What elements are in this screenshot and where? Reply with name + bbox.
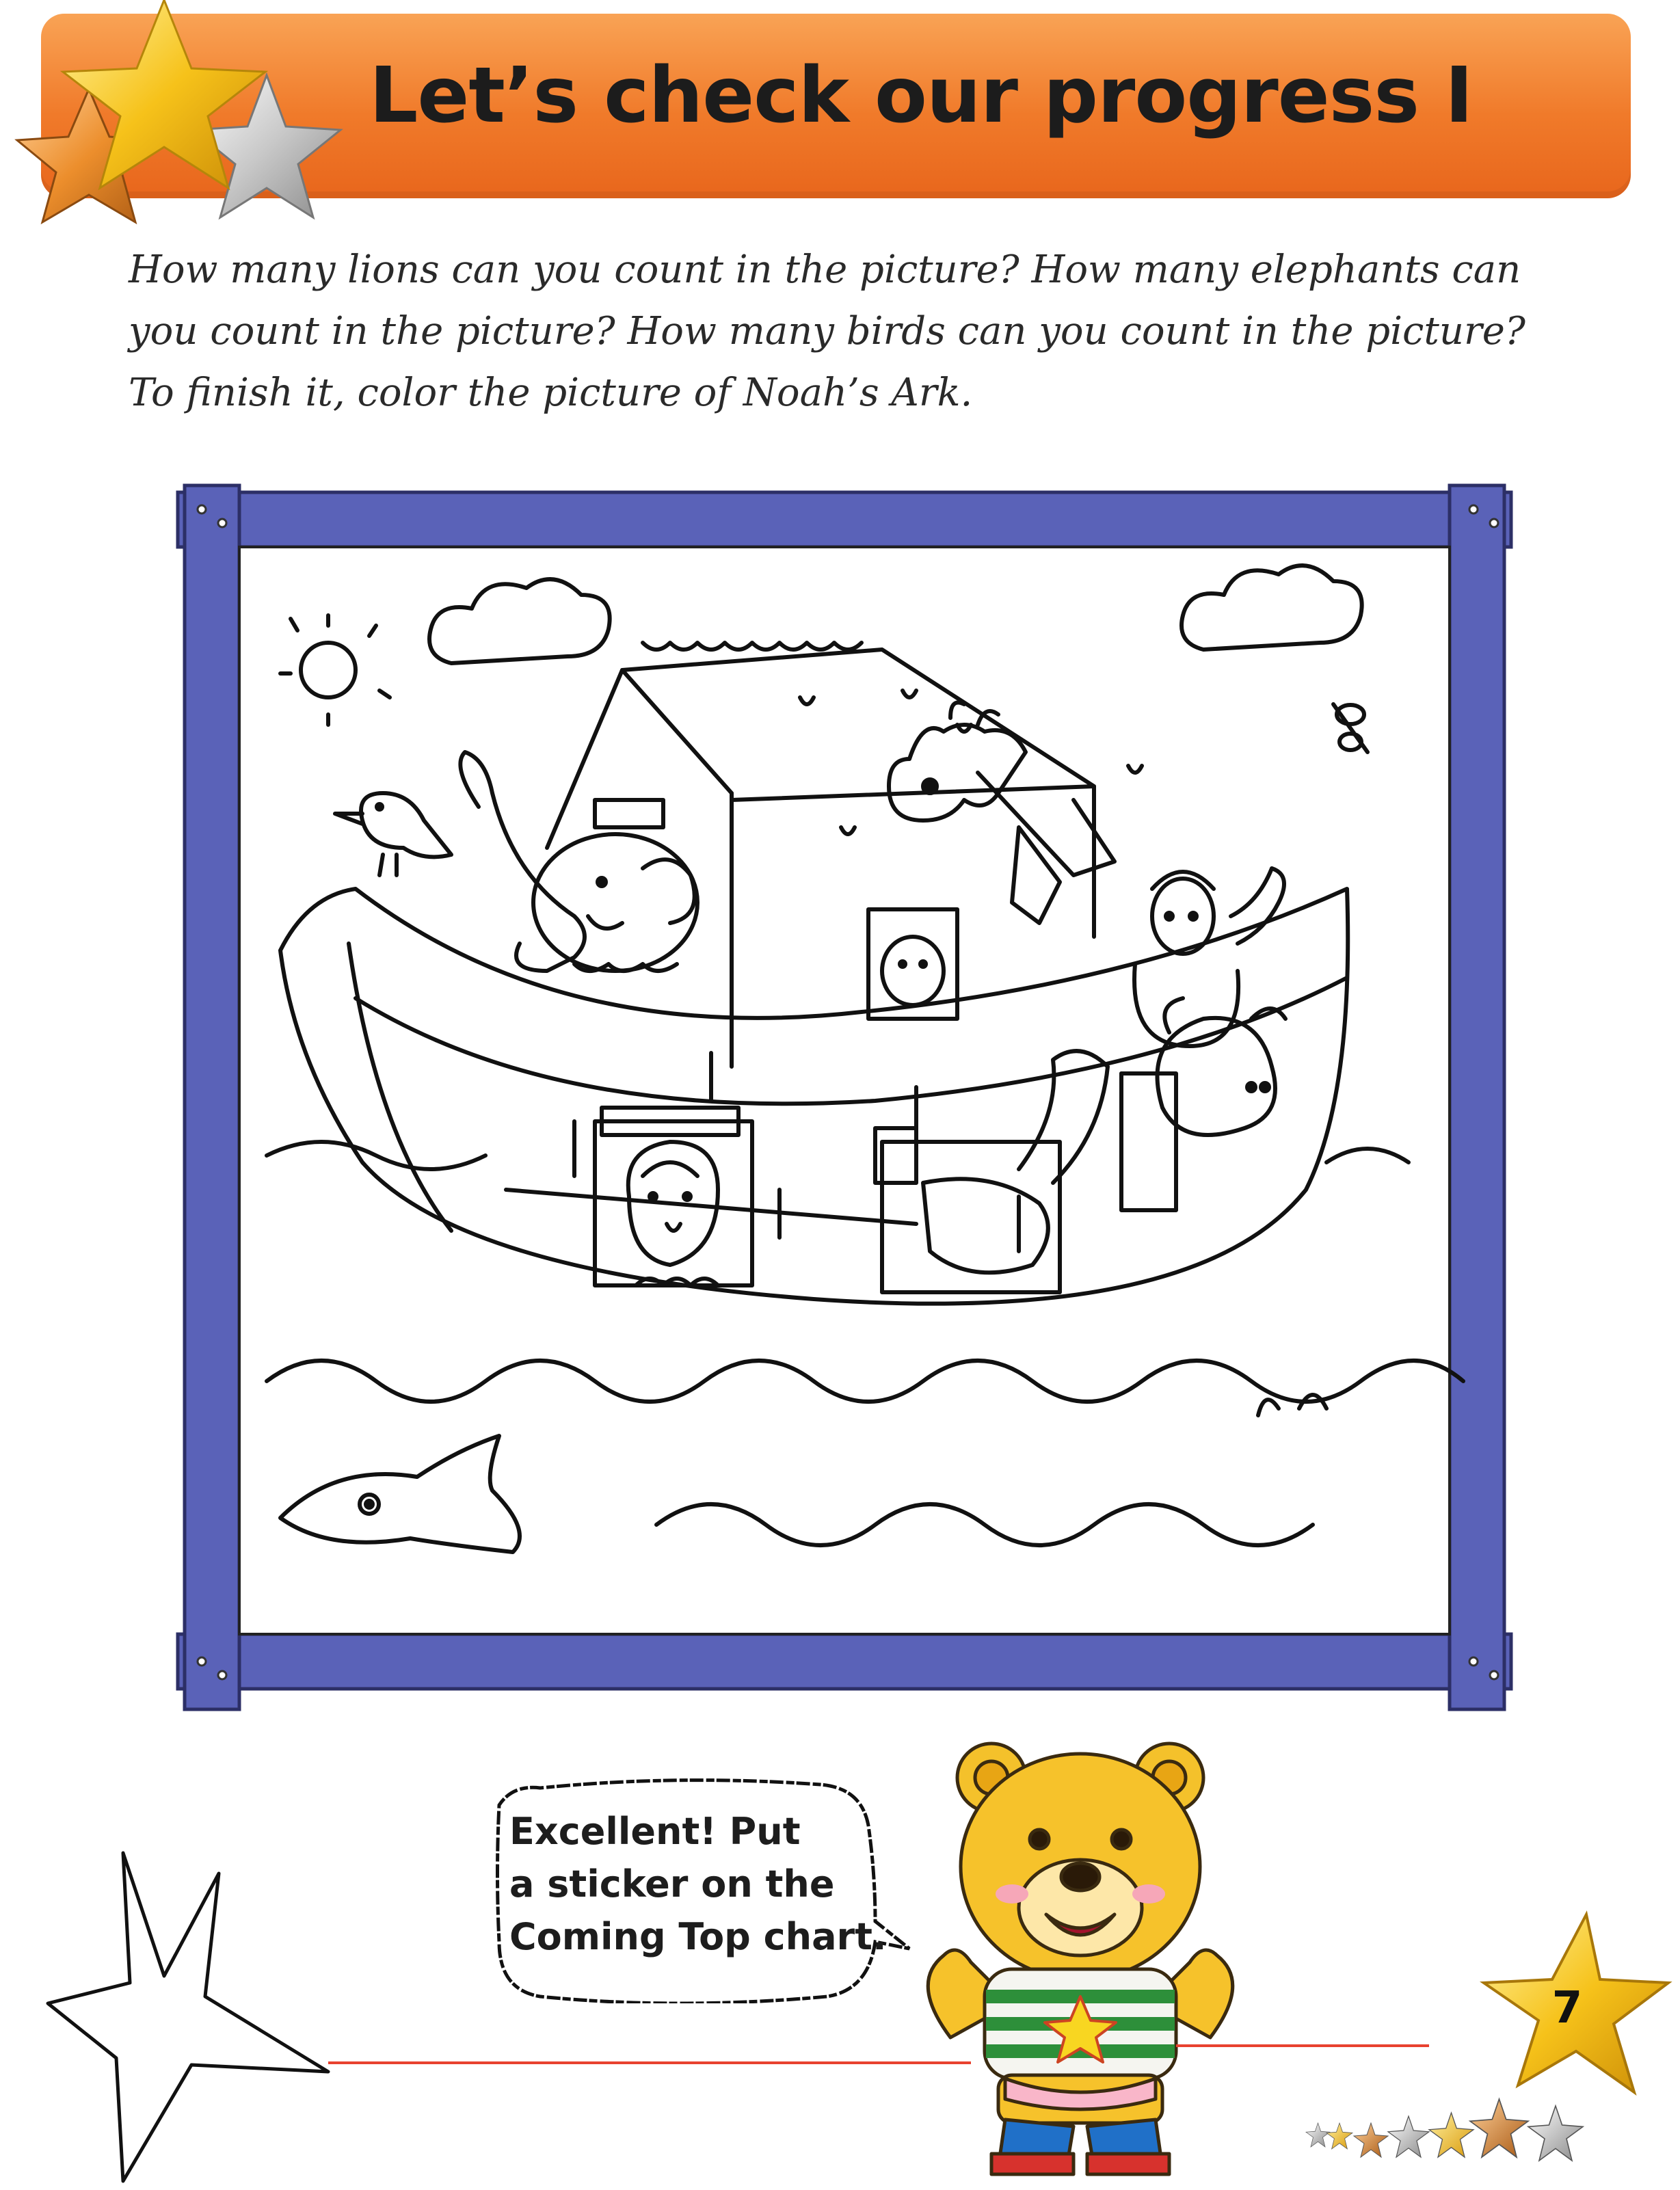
speech-bubble-text	[509, 1805, 920, 1963]
bear-mascot	[903, 1696, 1258, 2188]
bubble-line-1: Excellent! Put	[509, 1810, 801, 1853]
progress-stars-icon	[1292, 2085, 1621, 2188]
page-title: Let’s check our progress I	[369, 51, 1473, 140]
instructions-text: How many lions can you count in the picture? How many elephants can you count in the picture? How many birds can you count in the picture? To finish it, color the picture of Noah’s Ark.	[129, 248, 1525, 415]
header-stars-icon	[0, 0, 369, 232]
outline-star-icon	[14, 1846, 369, 2188]
footer-rule-left	[328, 2061, 971, 2064]
bubble-line-3: Coming Top chart.	[509, 1915, 887, 1958]
bubble-line-2: a sticker on the	[509, 1862, 835, 1906]
footer-rule-right	[1176, 2044, 1429, 2047]
page-number: 7	[1551, 1983, 1583, 2033]
noahs-ark-illustration	[164, 472, 1532, 1723]
